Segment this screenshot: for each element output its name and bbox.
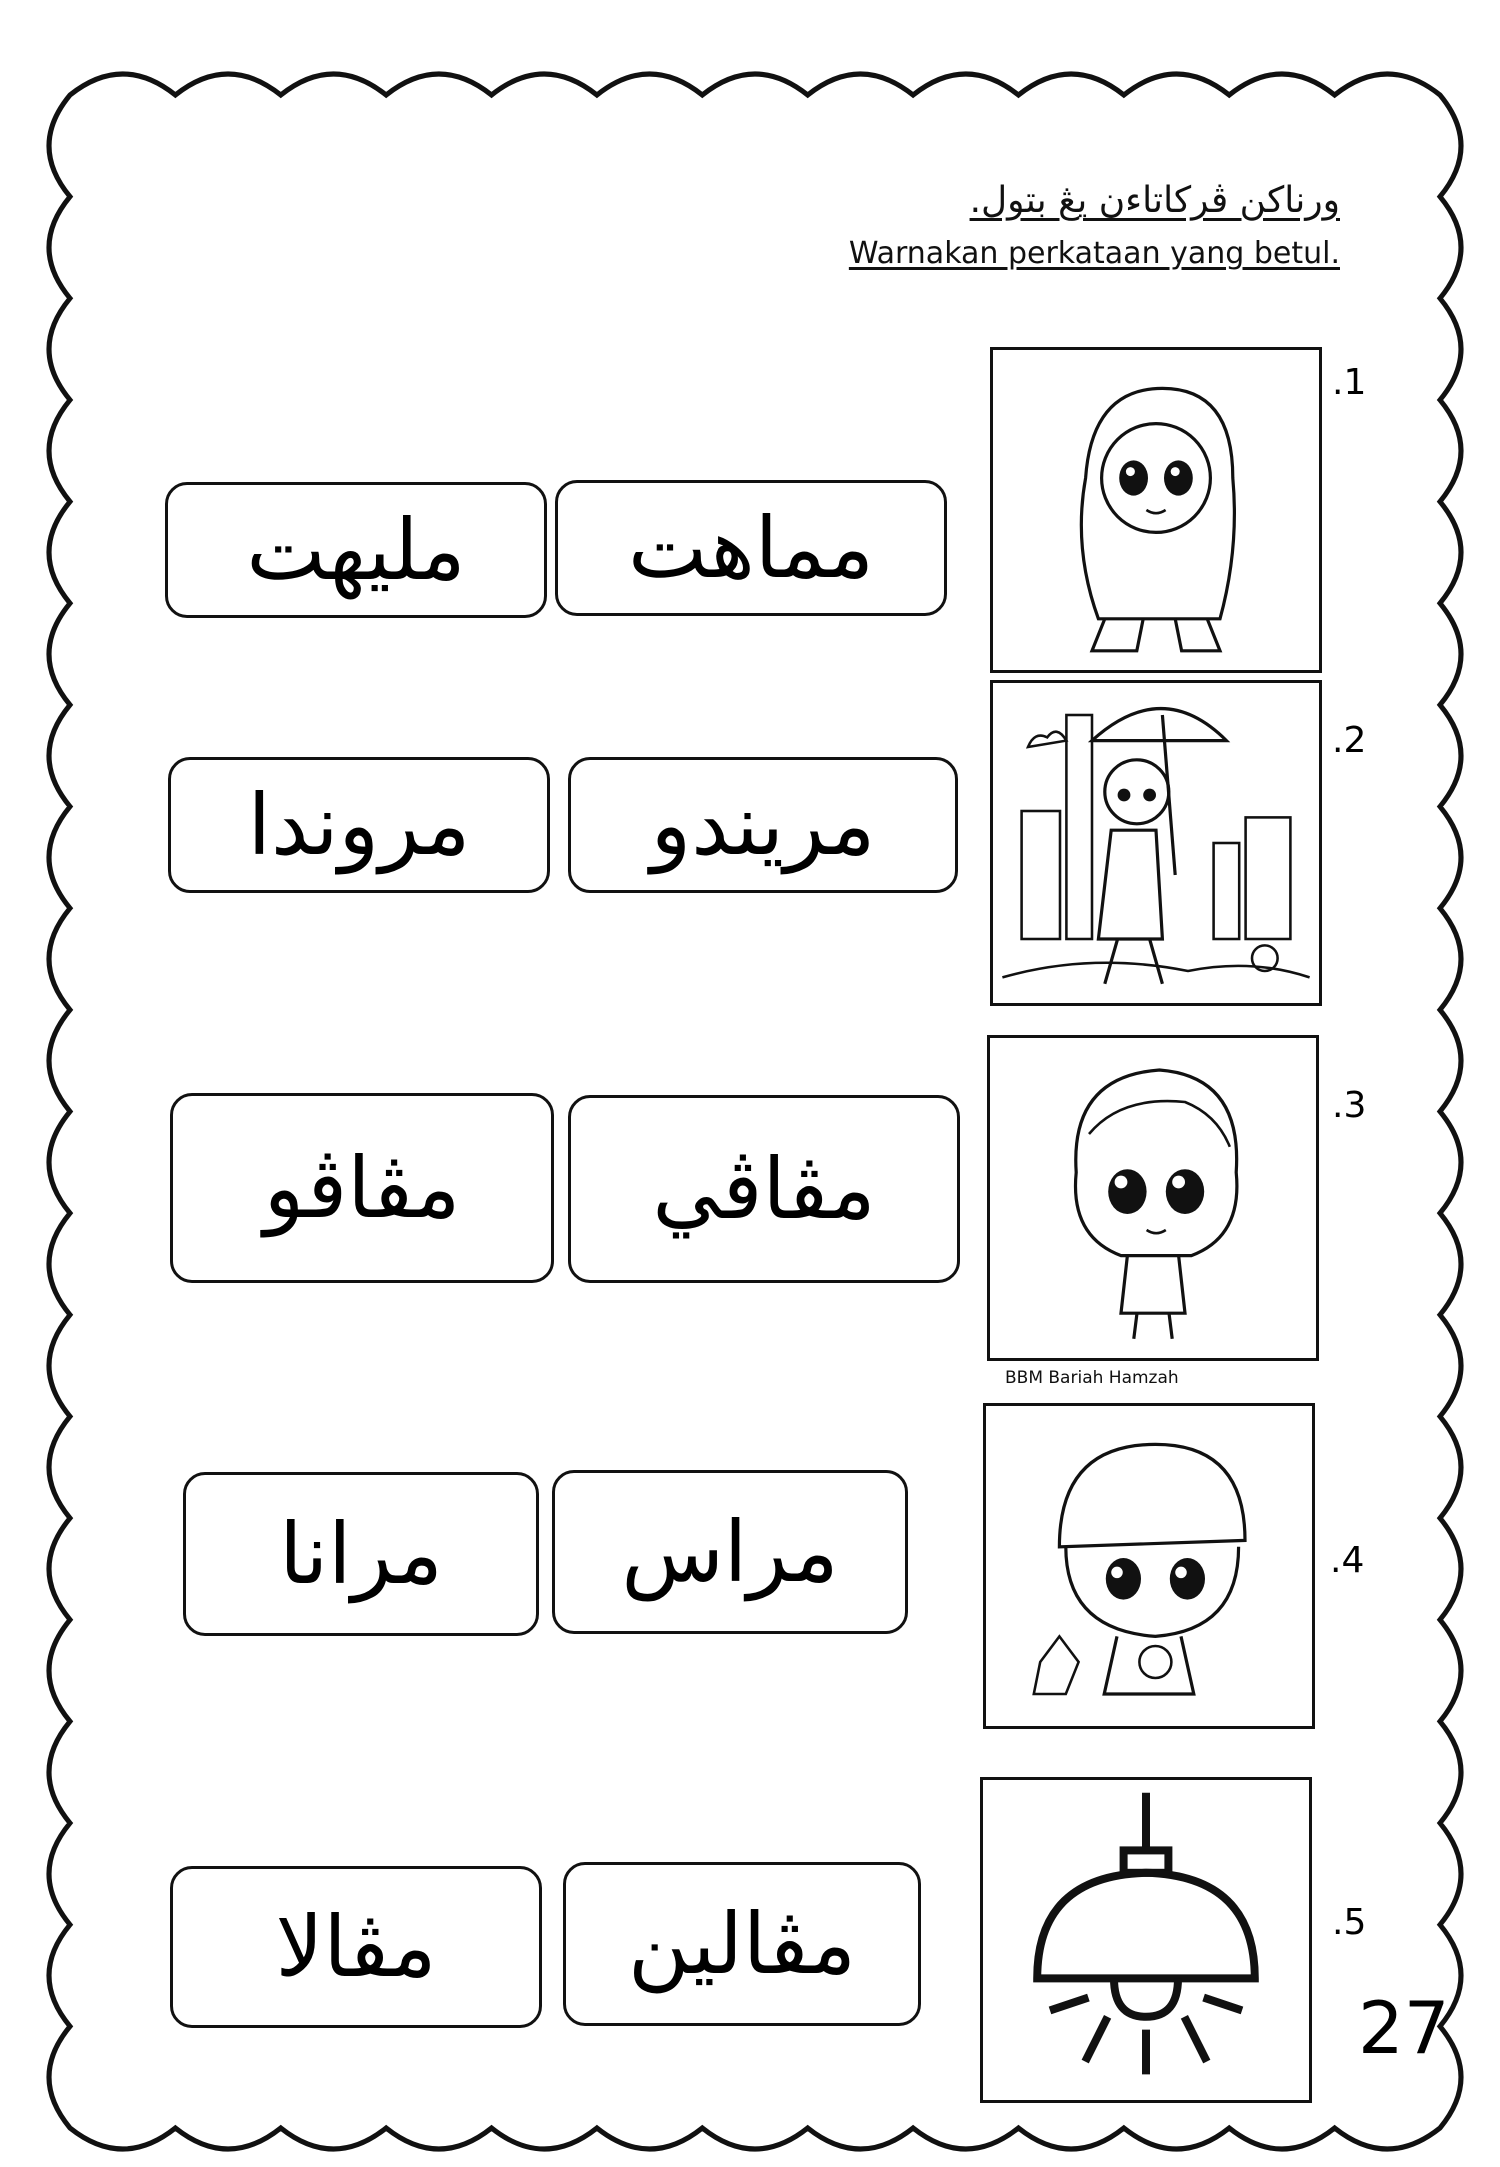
word-option-1b[interactable]: مليهت (165, 482, 547, 618)
word-option-5a[interactable]: مڤالين (563, 1862, 921, 2026)
word-option-4b[interactable]: مرانا (183, 1472, 539, 1636)
word-option-2b[interactable]: مروندا (168, 757, 550, 893)
item-number-2: .2 (1332, 720, 1367, 761)
hanging-lamp-icon (980, 1777, 1312, 2103)
word-option-1a[interactable]: مماهت (555, 480, 947, 616)
instruction-jawi: ورناکن ڤرکاتاءن يڠ بتول. (969, 180, 1340, 221)
boy-umbrella-city-icon (990, 680, 1322, 1006)
instruction-rumi: Warnakan perkataan yang betul. (848, 236, 1340, 271)
word-option-5b[interactable]: مڤالا (170, 1866, 542, 2028)
credit-text: BBM Bariah Hamzah (1005, 1368, 1179, 1388)
item-number-1: .1 (1332, 362, 1367, 403)
word-option-3b[interactable]: مڤاڤو (170, 1093, 554, 1283)
item-number-3: .3 (1332, 1085, 1367, 1126)
item-number-4: .4 (1330, 1540, 1365, 1581)
word-option-3a[interactable]: مڤاڤي (568, 1095, 960, 1283)
boy-holding-fan-icon (987, 1035, 1319, 1361)
item-number-5: .5 (1332, 1902, 1367, 1943)
word-option-4a[interactable]: مراس (552, 1470, 908, 1634)
page-number: 27 (1358, 1986, 1450, 2070)
word-option-2a[interactable]: مريندو (568, 757, 958, 893)
boy-eating-durian-icon (983, 1403, 1315, 1729)
girl-hijab-sitting-icon (990, 347, 1322, 673)
